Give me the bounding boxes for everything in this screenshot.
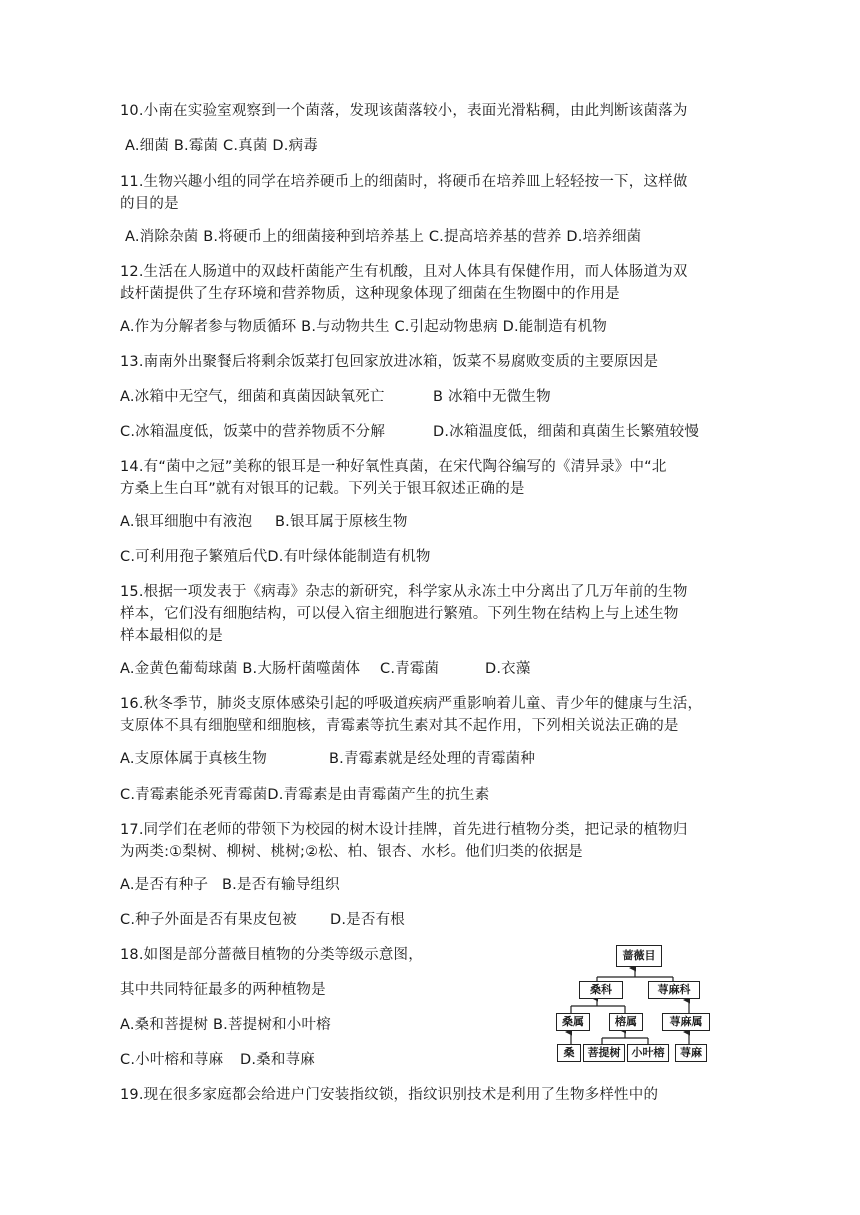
- question-14-option-a: A.银耳细胞中有液泡: [120, 514, 253, 530]
- question-12-cont: 歧杆菌提供了生存环境和营养物质，这种现象体现了细菌在生物圈中的作用是: [120, 286, 620, 302]
- question-14-option-b: B.银耳属于原核生物: [275, 514, 408, 530]
- question-11-options: A.消除杂菌 B.将硬币上的细菌接种到培养基上 C.提高培养基的营养 D.培养细菌: [125, 229, 642, 245]
- question-18-option-ab: A.桑和菩提树 B.菩提树和小叶榕: [120, 1017, 331, 1033]
- question-17-option-d: D.是否有根: [330, 912, 405, 928]
- question-12: 12.生活在人肠道中的双歧杆菌能产生有机酸，且对人体具有保健作用，而人体肠道为双: [120, 264, 688, 280]
- node-genus-ficus: 榕属: [609, 1013, 643, 1031]
- question-15-option-c: C.青霉菌: [380, 661, 440, 677]
- question-15-cont: 样本，它们没有细胞结构，可以侵入宿主细胞进行繁殖。下列生物在结构上与上述生物: [120, 606, 679, 622]
- node-genus-urtica: 荨麻属: [662, 1013, 710, 1031]
- question-17-cont: 为两类:①梨树、柳树、桃树;②松、柏、银杏、水杉。他们归类的依据是: [120, 844, 583, 860]
- question-12-options: A.作为分解者参与物质循环 B.与动物共生 C.引起动物患病 D.能制造有机物: [120, 319, 607, 335]
- classification-diagram: [555, 942, 715, 1067]
- question-13: 13.南南外出聚餐后将剩余饭菜打包回家放进冰箱，饭菜不易腐败变质的主要原因是: [120, 354, 659, 370]
- question-14-cont: 方桑上生白耳”就有对银耳的记载。下列关于银耳叙述正确的是: [120, 481, 525, 497]
- question-14-option-cd: C.可利用孢子繁殖后代D.有叶绿体能制造有机物: [120, 549, 431, 565]
- question-18-cont: 其中共同特征最多的两种植物是: [120, 982, 326, 998]
- question-16-option-cd: C.青霉素能杀死青霉菌D.青霉素是由青霉菌产生的抗生素: [120, 787, 490, 803]
- question-17: 17.同学们在老师的带领下为校园的树木设计挂牌，首先进行植物分类，把记录的植物归: [120, 822, 688, 838]
- question-13-option-b: B 冰箱中无微生物: [433, 389, 551, 405]
- question-15: 15.根据一项发表于《病毒》杂志的新研究，科学家从永冻土中分离出了几万年前的生物: [120, 584, 688, 600]
- question-18-option-d: D.桑和荨麻: [240, 1052, 315, 1068]
- question-18-option-c: C.小叶榕和荨麻: [120, 1052, 224, 1068]
- node-order: 蔷薇目: [616, 945, 662, 967]
- question-15-option-d: D.衣藻: [485, 661, 531, 677]
- question-17-option-a: A.是否有种子: [120, 877, 209, 893]
- question-14: 14.有“菌中之冠”美称的银耳是一种好氧性真菌，在宋代陶谷编写的《清异录》中“北: [120, 459, 667, 475]
- question-13-option-d: D.冰箱温度低，细菌和真菌生长繁殖较慢: [433, 424, 700, 440]
- question-16-option-a: A.支原体属于真核生物: [120, 751, 267, 767]
- node-family-urticaceae: 荨麻科: [648, 981, 700, 999]
- node-species-nettle: 荨麻: [675, 1044, 707, 1062]
- question-10-options: A.细菌 B.霉菌 C.真菌 D.病毒: [125, 138, 318, 154]
- question-15-cont-2: 样本最相似的是: [120, 628, 223, 644]
- node-species-mulberry: 桑: [557, 1044, 581, 1062]
- question-17-option-c: C.种子外面是否有果皮包被: [120, 912, 297, 928]
- node-species-bodhi-tree: 菩提树: [583, 1044, 625, 1062]
- question-13-option-c: C.冰箱温度低，饭菜中的营养物质不分解: [120, 424, 386, 440]
- question-10: 10.小南在实验室观察到一个菌落，发现该菌落较小，表面光滑粘稠，由此判断该菌落为: [120, 103, 688, 119]
- question-13-option-a: A.冰箱中无空气，细菌和真菌因缺氧死亡: [120, 389, 385, 405]
- question-11-cont: 的目的是: [120, 196, 179, 212]
- node-family-moraceae: 桑科: [579, 981, 623, 999]
- question-17-option-b: B.是否有输导组织: [222, 877, 340, 893]
- node-genus-morus: 桑属: [556, 1013, 590, 1031]
- question-18: 18.如图是部分蔷薇目植物的分类等级示意图，: [120, 947, 423, 963]
- question-16: 16.秋冬季节，肺炎支原体感染引起的呼吸道疾病严重影响着儿童、青少年的健康与生活，: [120, 696, 703, 712]
- node-species-small-leaf-banyan: 小叶榕: [627, 1044, 669, 1062]
- question-19: 19.现在很多家庭都会给进户门安装指纹锁，指纹识别技术是利用了生物多样性中的: [120, 1087, 659, 1103]
- question-11: 11.生物兴趣小组的同学在培养硬币上的细菌时，将硬币在培养皿上轻轻按一下，这样做: [120, 174, 688, 190]
- question-16-cont: 支原体不具有细胞壁和细胞核，青霉素等抗生素对其不起作用，下列相关说法正确的是: [120, 718, 679, 734]
- question-16-option-b: B.青霉素就是经处理的青霉菌种: [329, 751, 536, 767]
- question-15-option-ab: A.金黄色葡萄球菌 B.大肠杆菌噬菌体: [120, 661, 361, 677]
